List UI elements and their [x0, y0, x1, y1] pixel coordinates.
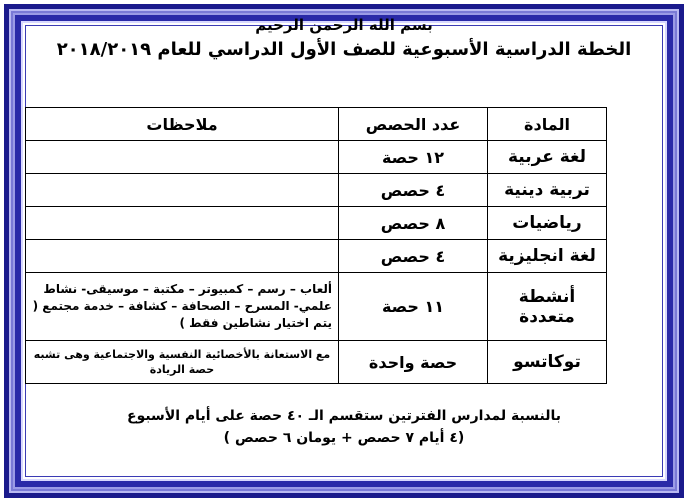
page-title: الخطة الدراسية الأسبوعية للصف الأول الدراسي للعام ٢٠١٨/٢٠١٩ [56, 39, 632, 60]
notes-cell [26, 207, 339, 240]
notes-cell [26, 141, 339, 174]
footnote-line-2: (٤ أيام ٧ حصص + يومان ٦ حصص ) [223, 430, 465, 446]
table-row [26, 273, 607, 341]
basmala: بسم الله الرحمن الرحيم [255, 16, 433, 34]
table-row [26, 240, 607, 273]
header-subject: المادة [488, 108, 607, 141]
subject-cell: لغة انجليزية [488, 240, 607, 273]
table-row [26, 207, 607, 240]
notes-cell: ألعاب – رسم – كمبيوتر – مكتبة – موسيقى- نشاط علمي- المسرح – الصحافة – كشافة – خدمة مجتمع ( يتم اختيار نشاطين فقط ) [26, 273, 339, 341]
count-cell: حصة واحدة [339, 341, 488, 384]
subject-cell: لغة عربية [488, 141, 607, 174]
notes-cell [26, 240, 339, 273]
header-count: عدد الحصص [339, 108, 488, 141]
count-cell: ٤ حصص [339, 174, 488, 207]
table-header-row [26, 108, 607, 141]
notes-cell: مع الاستعانة بالأخصائية النفسية والاجتماعية وهى تشبه حصة الريادة [26, 341, 339, 384]
count-cell: ٨ حصص [339, 207, 488, 240]
subject-cell: تربية دينية [488, 174, 607, 207]
subject-cell: رياضيات [488, 207, 607, 240]
weekly-plan-table [25, 107, 607, 384]
subject-cell: أنشطة متعددة [488, 273, 607, 341]
table-row [26, 141, 607, 174]
count-cell: ١١ حصة [339, 273, 488, 341]
count-cell: ١٢ حصة [339, 141, 488, 174]
table-row [26, 174, 607, 207]
subject-cell: توكاتسو [488, 341, 607, 384]
header-notes: ملاحظات [26, 108, 339, 141]
footnote-line-1: بالنسبة لمدارس الفترتين ستقسم الـ ٤٠ حصة على أيام الأسبوع [127, 408, 561, 424]
notes-cell [26, 174, 339, 207]
table-row [26, 341, 607, 384]
count-cell: ٤ حصص [339, 240, 488, 273]
